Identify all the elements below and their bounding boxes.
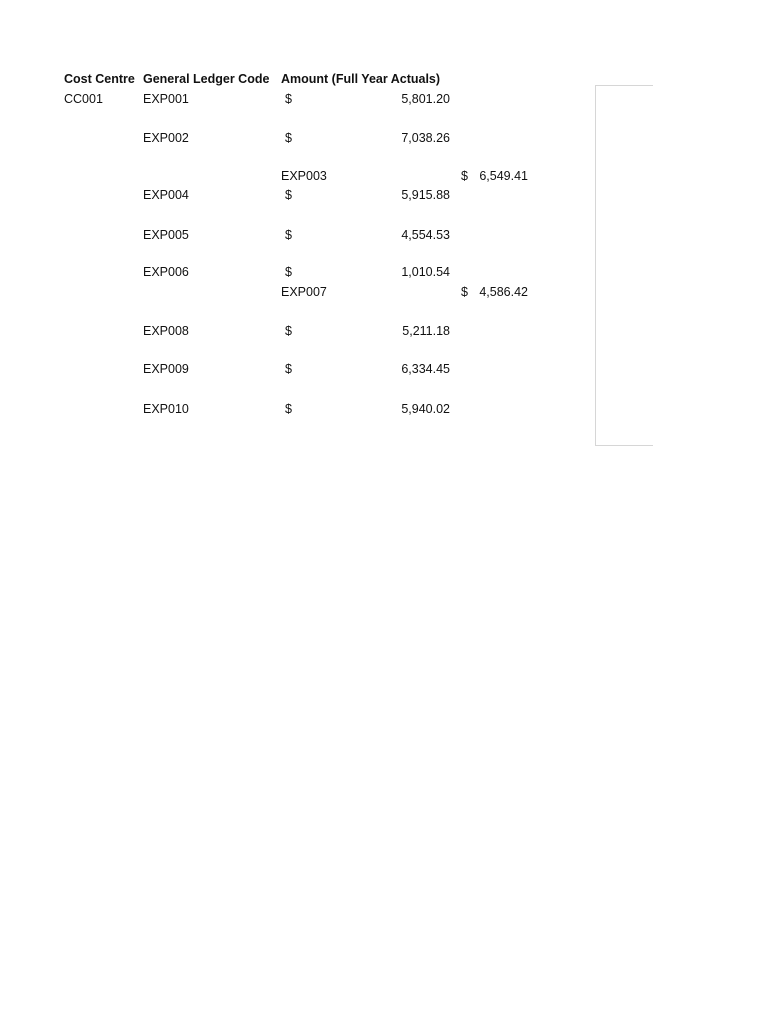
currency-symbol: $ — [285, 324, 292, 338]
amount-cell: 6,334.45 — [401, 362, 450, 376]
gl-code-cell: EXP010 — [143, 402, 189, 416]
amount-cell: 1,010.54 — [401, 265, 450, 279]
currency-symbol: $ — [285, 188, 292, 202]
gl-code-cell: EXP005 — [143, 228, 189, 242]
header-gl-code: General Ledger Code — [143, 72, 270, 86]
currency-symbol: $ — [285, 265, 292, 279]
currency-symbol: $ — [285, 402, 292, 416]
currency-symbol: $ — [285, 131, 292, 145]
amount-cell: 5,801.20 — [401, 92, 450, 106]
gl-code-cell: EXP009 — [143, 362, 189, 376]
header-amount: Amount (Full Year Actuals) — [281, 72, 441, 86]
currency-symbol: $ — [285, 362, 292, 376]
amount-cell: 4,554.53 — [401, 228, 450, 242]
amount-cell: 6,549.41 — [479, 169, 528, 183]
currency-symbol: $ — [285, 228, 292, 242]
side-panel-box — [595, 85, 653, 446]
amount-cell: 5,915.88 — [401, 188, 450, 202]
gl-code-cell: EXP007 — [281, 285, 327, 299]
currency-symbol: $ — [461, 285, 468, 299]
gl-code-cell: EXP006 — [143, 265, 189, 279]
gl-code-cell: EXP003 — [281, 169, 327, 183]
currency-symbol: $ — [461, 169, 468, 183]
gl-code-cell: EXP008 — [143, 324, 189, 338]
amount-cell: 5,940.02 — [401, 402, 450, 416]
amount-cell: 5,211.18 — [402, 324, 450, 338]
amount-cell: 4,586.42 — [479, 285, 528, 299]
currency-symbol: $ — [285, 92, 292, 106]
gl-code-cell: EXP004 — [143, 188, 189, 202]
gl-code-cell: EXP001 — [143, 92, 189, 106]
header-cost-centre: Cost Centre — [64, 72, 135, 86]
gl-code-cell: EXP002 — [143, 131, 189, 145]
amount-cell: 7,038.26 — [401, 131, 450, 145]
cost-centre-value: CC001 — [64, 92, 103, 106]
